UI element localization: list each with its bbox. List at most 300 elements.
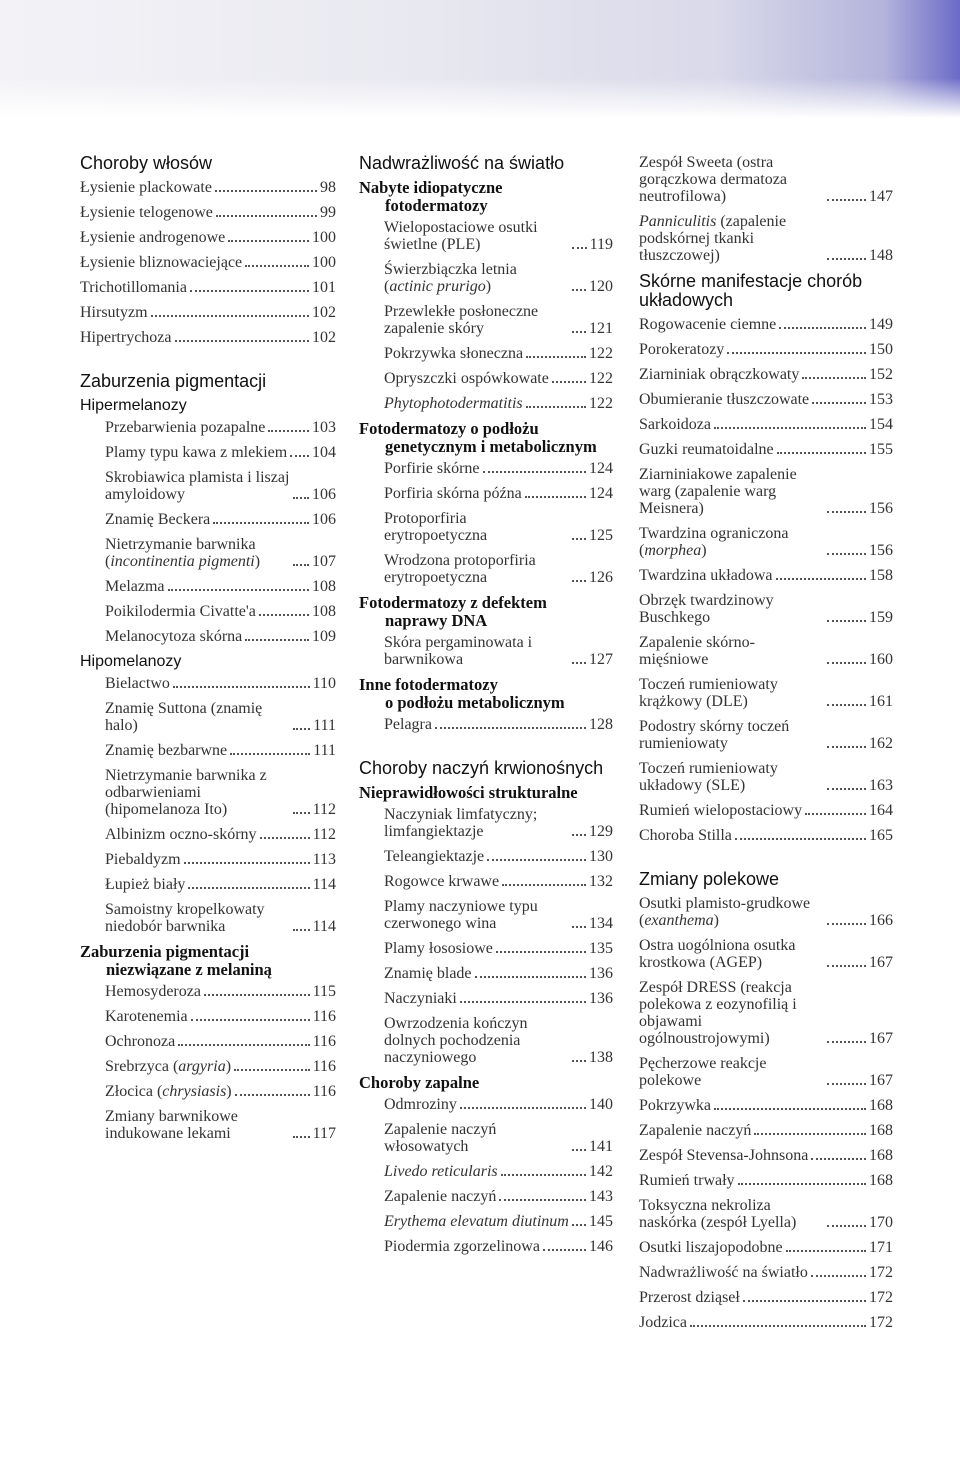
toc-column-2 bbox=[359, 154, 613, 1263]
toc-entry-page-number: 106 bbox=[312, 486, 336, 503]
toc-entry[interactable] bbox=[80, 876, 336, 893]
toc-entry-title: Łupież biały bbox=[105, 876, 186, 893]
toc-entry-title: Hirsutyzm bbox=[80, 304, 148, 321]
toc-entry[interactable] bbox=[639, 1264, 893, 1281]
dot-leader bbox=[293, 929, 310, 931]
dot-leader bbox=[168, 589, 309, 591]
toc-entry[interactable] bbox=[639, 1147, 893, 1164]
toc-entry-page-number: 122 bbox=[589, 370, 613, 387]
toc-entry-title: Łysienie androgenowe bbox=[80, 229, 226, 246]
subsection-heading bbox=[359, 594, 613, 630]
dot-leader bbox=[827, 1225, 866, 1227]
toc-entry[interactable] bbox=[639, 634, 893, 668]
toc-entry-page-number: 136 bbox=[589, 965, 613, 982]
dot-leader bbox=[184, 862, 310, 864]
toc-entry[interactable] bbox=[639, 718, 893, 752]
toc-entry[interactable] bbox=[80, 700, 336, 734]
toc-entry[interactable] bbox=[80, 444, 336, 461]
subsection-heading-continuation: naprawy DNA bbox=[385, 611, 488, 630]
dot-leader bbox=[827, 746, 866, 748]
toc-entry-page-number: 103 bbox=[312, 419, 336, 436]
toc-entry[interactable] bbox=[639, 466, 893, 517]
dot-leader bbox=[151, 315, 309, 317]
toc-entry-title: Zespół Stevensa-Johnsona bbox=[639, 1147, 809, 1164]
toc-entry-page-number: 147 bbox=[869, 188, 893, 205]
toc-entry[interactable] bbox=[359, 873, 613, 890]
toc-entry-title: Piodermia zgorzelinowa bbox=[384, 1238, 540, 1255]
toc-entry[interactable] bbox=[359, 898, 613, 932]
toc-entry[interactable] bbox=[359, 1213, 613, 1230]
toc-entry-title: Samoistny kropelkowaty niedobór barwnika bbox=[105, 901, 265, 935]
toc-entry-page-number: 152 bbox=[869, 366, 893, 383]
dot-leader bbox=[572, 926, 586, 928]
dot-leader bbox=[827, 923, 866, 925]
toc-entry-page-number: 156 bbox=[869, 542, 893, 559]
dot-leader bbox=[188, 887, 309, 889]
toc-entry-page-number: 116 bbox=[312, 1033, 336, 1050]
toc-entry[interactable] bbox=[639, 213, 893, 264]
dot-leader bbox=[572, 580, 586, 582]
toc-entry[interactable] bbox=[359, 1121, 613, 1155]
toc-entry[interactable] bbox=[359, 634, 613, 668]
section-heading: Choroby włosów bbox=[80, 153, 213, 173]
toc-entry-title: Melazma bbox=[105, 578, 165, 595]
toc-entry-page-number: 102 bbox=[312, 329, 336, 346]
toc-entry[interactable] bbox=[80, 279, 336, 296]
toc-entry[interactable] bbox=[80, 1008, 336, 1025]
toc-entry-title: Porokeratozy bbox=[639, 341, 725, 358]
toc-entry-page-number: 143 bbox=[589, 1188, 613, 1205]
subsection-heading-continuation: fotodermatozy bbox=[385, 196, 488, 215]
toc-entry-page-number: 124 bbox=[589, 485, 613, 502]
toc-entry[interactable] bbox=[80, 204, 336, 221]
dot-leader bbox=[786, 1250, 866, 1252]
toc-entry[interactable] bbox=[80, 851, 336, 868]
toc-entry[interactable] bbox=[639, 802, 893, 819]
toc-entry[interactable] bbox=[359, 219, 613, 253]
toc-entry[interactable] bbox=[80, 767, 336, 818]
toc-entry[interactable] bbox=[359, 716, 613, 733]
toc-entry[interactable] bbox=[639, 1289, 893, 1306]
subsection-heading-text: Hipomelanozy bbox=[80, 653, 182, 670]
dot-leader bbox=[743, 1300, 866, 1302]
dot-leader bbox=[572, 538, 586, 540]
toc-entry-page-number: 154 bbox=[869, 416, 893, 433]
toc-entry-title: Łysienie bliznowaciejące bbox=[80, 254, 243, 271]
toc-entry-title: Jodzica bbox=[639, 1314, 687, 1331]
toc-entry[interactable] bbox=[639, 525, 893, 559]
toc-column-1 bbox=[80, 154, 336, 1150]
toc-entry-page-number: 112 bbox=[312, 826, 336, 843]
toc-entry[interactable] bbox=[80, 254, 336, 271]
dot-leader bbox=[293, 812, 310, 814]
toc-entry[interactable] bbox=[639, 937, 893, 971]
toc-entry-page-number: 104 bbox=[312, 444, 336, 461]
dot-leader bbox=[191, 1019, 310, 1021]
toc-entry-page-number: 160 bbox=[869, 651, 893, 668]
toc-entry-title: Wrodzona protoporfiria erytropoetyczna bbox=[384, 552, 536, 586]
toc-entry[interactable] bbox=[80, 578, 336, 595]
toc-entry-page-number: 170 bbox=[869, 1214, 893, 1231]
toc-entry-page-number: 107 bbox=[312, 553, 336, 570]
dot-leader bbox=[213, 522, 309, 524]
section-heading: Choroby naczyń krwionośnych bbox=[359, 758, 604, 778]
toc-entry[interactable] bbox=[639, 676, 893, 710]
dot-leader bbox=[738, 1183, 866, 1185]
toc-entry[interactable] bbox=[639, 1055, 893, 1089]
toc-entry-page-number: 116 bbox=[312, 1008, 336, 1025]
toc-entry-page-number: 114 bbox=[312, 876, 336, 893]
dot-leader bbox=[526, 356, 586, 358]
toc-entry-title: Choroba Stilla bbox=[639, 827, 732, 844]
toc-entry-title: Nietrzymanie barwnika (incontinentia pigmenti) bbox=[105, 536, 261, 570]
toc-entry[interactable] bbox=[639, 592, 893, 626]
toc-entry-page-number: 121 bbox=[589, 320, 613, 337]
toc-entry-page-number: 120 bbox=[589, 278, 613, 295]
dot-leader bbox=[190, 290, 309, 292]
dot-leader bbox=[487, 859, 586, 861]
toc-entry[interactable] bbox=[639, 1197, 893, 1231]
toc-entry[interactable] bbox=[80, 469, 336, 503]
dot-leader bbox=[827, 553, 866, 555]
toc-entry-page-number: 162 bbox=[869, 735, 893, 752]
dot-leader bbox=[754, 1133, 866, 1135]
toc-entry-title: Złocica (chrysiasis) bbox=[105, 1083, 232, 1100]
toc-entry[interactable] bbox=[359, 552, 613, 586]
toc-entry[interactable] bbox=[639, 1172, 893, 1189]
subsection-heading bbox=[359, 676, 613, 712]
dot-leader bbox=[435, 727, 586, 729]
toc-entry[interactable] bbox=[639, 154, 893, 205]
toc-entry[interactable] bbox=[80, 511, 336, 528]
toc-entry-title: Twardzina układowa bbox=[639, 567, 773, 584]
subsection-heading bbox=[359, 784, 613, 802]
toc-column-3 bbox=[639, 154, 893, 1339]
toc-entry-title: Ochronoza bbox=[105, 1033, 176, 1050]
toc-entry-title: Trichotillomania bbox=[80, 279, 187, 296]
toc-entry-page-number: 111 bbox=[313, 742, 336, 759]
dot-leader bbox=[827, 788, 866, 790]
toc-entry-page-number: 165 bbox=[869, 827, 893, 844]
dot-leader bbox=[525, 496, 586, 498]
dot-leader bbox=[572, 247, 587, 249]
toc-entry-title: Przebarwienia pozapalne bbox=[105, 419, 266, 436]
dot-leader bbox=[827, 199, 866, 201]
toc-entry[interactable] bbox=[80, 1083, 336, 1100]
toc-entry-page-number: 100 bbox=[312, 229, 336, 246]
section-heading: Nadwrażliwość na światło bbox=[359, 153, 565, 173]
toc-entry[interactable] bbox=[80, 536, 336, 570]
dot-leader bbox=[776, 578, 867, 580]
dot-leader bbox=[293, 1136, 310, 1138]
toc-entry-page-number: 122 bbox=[589, 345, 613, 362]
scan-top-strip bbox=[0, 0, 960, 118]
toc-entry-title: Zapalenie naczyń bbox=[384, 1188, 497, 1205]
toc-entry-title: Świerzbiączka letnia (actinic prurigo) bbox=[384, 261, 517, 295]
subsection-heading bbox=[80, 943, 336, 979]
toc-entry-title: Pokrzywka słoneczna bbox=[384, 345, 524, 362]
toc-entry-title: Rumień wielopostaciowy bbox=[639, 802, 803, 819]
dot-leader bbox=[805, 813, 866, 815]
dot-leader bbox=[235, 1094, 310, 1096]
toc-entry-title: Melanocytoza skórna bbox=[105, 628, 243, 645]
toc-entry[interactable] bbox=[359, 1163, 613, 1180]
dot-leader bbox=[777, 452, 866, 454]
toc-entry[interactable] bbox=[359, 940, 613, 957]
toc-entry[interactable] bbox=[80, 1108, 336, 1142]
dot-leader bbox=[175, 340, 309, 342]
dot-leader bbox=[293, 564, 309, 566]
toc-entry-page-number: 150 bbox=[869, 341, 893, 358]
toc-entry-title: Łysienie plackowate bbox=[80, 179, 212, 196]
toc-entry-title: Osutki liszajopodobne bbox=[639, 1239, 783, 1256]
dot-leader bbox=[496, 951, 586, 953]
toc-entry-title: Guzki reumatoidalne bbox=[639, 441, 774, 458]
toc-entry[interactable] bbox=[80, 229, 336, 246]
toc-entry-page-number: 117 bbox=[312, 1125, 336, 1142]
toc-entry-page-number: 136 bbox=[589, 990, 613, 1007]
toc-entry-title: Zapalenie naczyń bbox=[639, 1122, 752, 1139]
toc-entry-title: Toczeń rumieniowaty krążkowy (DLE) bbox=[639, 676, 778, 710]
toc-entry[interactable] bbox=[359, 510, 613, 544]
toc-entry-title: Livedo reticularis bbox=[384, 1163, 498, 1180]
toc-entry[interactable] bbox=[639, 441, 893, 458]
toc-entry[interactable] bbox=[639, 760, 893, 794]
dot-leader bbox=[290, 455, 309, 457]
toc-entry-title: Bielactwo bbox=[105, 675, 170, 692]
toc-entry-title: Skrobiawica plamista i liszaj amyloidowy bbox=[105, 469, 290, 503]
toc-entry[interactable] bbox=[639, 895, 893, 929]
toc-entry-title: Erythema elevatum diutinum bbox=[384, 1213, 569, 1230]
dot-leader bbox=[543, 1249, 586, 1251]
toc-entry[interactable] bbox=[639, 827, 893, 844]
toc-entry-page-number: 122 bbox=[589, 395, 613, 412]
dot-leader bbox=[779, 327, 866, 329]
dot-leader bbox=[245, 639, 309, 641]
dot-leader bbox=[293, 497, 309, 499]
toc-entry[interactable] bbox=[80, 901, 336, 935]
toc-entry-title: Znamię bezbarwne bbox=[105, 742, 228, 759]
toc-entry[interactable] bbox=[359, 460, 613, 477]
toc-entry-title: Rogowacenie ciemne bbox=[639, 316, 777, 333]
toc-entry-page-number: 132 bbox=[589, 873, 613, 890]
toc-entry-page-number: 163 bbox=[869, 777, 893, 794]
toc-entry[interactable] bbox=[80, 1058, 336, 1075]
toc-entry-page-number: 140 bbox=[589, 1096, 613, 1113]
toc-entry-title: Ziarniniak obrączkowaty bbox=[639, 366, 800, 383]
dot-leader bbox=[572, 662, 586, 664]
dot-leader bbox=[475, 976, 586, 978]
toc-entry-page-number: 155 bbox=[869, 441, 893, 458]
toc-entry-title: Porfirie skórne bbox=[384, 460, 480, 477]
dot-leader bbox=[173, 686, 310, 688]
toc-entry-page-number: 115 bbox=[312, 983, 336, 1000]
dot-leader bbox=[259, 614, 309, 616]
toc-entry-page-number: 130 bbox=[589, 848, 613, 865]
toc-entry-title: Plamy typu kawa z mlekiem bbox=[105, 444, 288, 461]
dot-leader bbox=[827, 965, 866, 967]
dot-leader bbox=[572, 1060, 586, 1062]
toc-entry-title: Toksyczna nekroliza naskórka (zespół Lyella) bbox=[639, 1197, 797, 1231]
dot-leader bbox=[572, 289, 586, 291]
toc-entry[interactable] bbox=[639, 366, 893, 383]
toc-entry-title: Albinizm oczno-skórny bbox=[105, 826, 257, 843]
toc-entry-page-number: 138 bbox=[589, 1049, 613, 1066]
subsection-heading-text: Zaburzenia pigmentacji bbox=[80, 942, 250, 961]
toc-entry[interactable] bbox=[359, 303, 613, 337]
toc-entry-page-number: 110 bbox=[312, 675, 336, 692]
toc-entry[interactable] bbox=[359, 1238, 613, 1255]
dot-leader bbox=[460, 1107, 586, 1109]
toc-entry[interactable] bbox=[80, 179, 336, 196]
toc-entry-title: Panniculitis (zapalenie podskórnej tkanki tłuszczowej) bbox=[639, 213, 787, 264]
toc-entry-title: Zespół DRESS (reakcja polekowa z eozynofilią i objawami ogólnoustrojowymi) bbox=[639, 979, 797, 1047]
toc-entry[interactable] bbox=[639, 1122, 893, 1139]
dot-leader bbox=[526, 406, 586, 408]
toc-entry-page-number: 168 bbox=[869, 1172, 893, 1189]
toc-entry[interactable] bbox=[359, 261, 613, 295]
subsection-heading-text: Fotodermatozy z defektem bbox=[359, 593, 547, 612]
toc-entry-title: Plamy łososiowe bbox=[384, 940, 493, 957]
toc-entry[interactable] bbox=[80, 1033, 336, 1050]
toc-entry[interactable] bbox=[80, 742, 336, 759]
toc-entry[interactable] bbox=[359, 485, 613, 502]
dot-leader bbox=[827, 258, 866, 260]
subsection-heading bbox=[80, 397, 336, 415]
toc-entry[interactable] bbox=[359, 370, 613, 387]
toc-entry-page-number: 172 bbox=[869, 1289, 893, 1306]
toc-entry-page-number: 134 bbox=[589, 915, 613, 932]
toc-entry[interactable] bbox=[80, 628, 336, 645]
toc-entry-page-number: 126 bbox=[589, 569, 613, 586]
toc-entry-title: Łysienie telogenowe bbox=[80, 204, 213, 221]
dot-leader bbox=[215, 190, 317, 192]
subsection-heading-text: Choroby zapalne bbox=[359, 1073, 480, 1092]
toc-entry[interactable] bbox=[639, 416, 893, 433]
toc-entry-page-number: 113 bbox=[312, 851, 336, 868]
toc-entry-page-number: 109 bbox=[312, 628, 336, 645]
toc-entry-page-number: 129 bbox=[589, 823, 613, 840]
toc-entry[interactable] bbox=[359, 1096, 613, 1113]
dot-leader bbox=[572, 1149, 586, 1151]
dot-leader bbox=[483, 471, 586, 473]
toc-entry-title: Porfiria skórna późna bbox=[384, 485, 522, 502]
subsection-heading-continuation: genetycznym i metabolicznym bbox=[385, 437, 597, 456]
toc-entry[interactable] bbox=[639, 316, 893, 333]
toc-entry[interactable] bbox=[639, 391, 893, 408]
toc-entry-title: Twardzina ograniczona (morphea) bbox=[639, 525, 789, 559]
toc-entry[interactable] bbox=[80, 329, 336, 346]
toc-entry[interactable] bbox=[639, 341, 893, 358]
toc-entry-page-number: 159 bbox=[869, 609, 893, 626]
toc-entry[interactable] bbox=[639, 1239, 893, 1256]
toc-entry-title: Zmiany barwnikowe indukowane lekami bbox=[105, 1108, 238, 1142]
toc-entry-page-number: 146 bbox=[589, 1238, 613, 1255]
toc-entry-title: Ostra uogólniona osutka krostkowa (AGEP) bbox=[639, 937, 796, 971]
toc-entry[interactable] bbox=[639, 567, 893, 584]
toc-entry-page-number: 124 bbox=[589, 460, 613, 477]
toc-entry[interactable] bbox=[359, 395, 613, 412]
dot-leader bbox=[230, 753, 310, 755]
toc-entry-title: Skóra pergaminowata i barwnikowa bbox=[384, 634, 533, 668]
toc-entry-title: Ziarniniakowe zapalenie warg (zapalenie warg Meisnera) bbox=[639, 466, 797, 517]
toc-entry[interactable] bbox=[359, 1015, 613, 1066]
dot-leader bbox=[499, 1199, 586, 1201]
toc-entry-page-number: 116 bbox=[312, 1083, 336, 1100]
toc-entry-page-number: 168 bbox=[869, 1122, 893, 1139]
toc-entry-page-number: 98 bbox=[320, 179, 336, 196]
toc-entry-title: Protoporfiria erytropoetyczna bbox=[384, 510, 488, 544]
dot-leader bbox=[228, 240, 309, 242]
toc-entry[interactable] bbox=[359, 965, 613, 982]
toc-entry-title: Przerost dziąseł bbox=[639, 1289, 740, 1306]
toc-entry-title: Pokrzywka bbox=[639, 1097, 711, 1114]
toc-entry-title: Piebaldyzm bbox=[105, 851, 181, 868]
toc-entry-page-number: 145 bbox=[589, 1213, 613, 1230]
toc-entry-title: Zespół Sweeta (ostra gorączkowa dermatoza neutrofilowa) bbox=[639, 154, 787, 205]
dot-leader bbox=[216, 215, 317, 217]
toc-entry[interactable] bbox=[639, 1314, 893, 1331]
section-heading: Zmiany polekowe bbox=[639, 869, 780, 889]
toc-entry-title: Pelagra bbox=[384, 716, 432, 733]
toc-entry-page-number: 99 bbox=[320, 204, 336, 221]
subsection-heading-text: Nabyte idiopatyczne bbox=[359, 178, 503, 197]
subsection-heading-continuation: o podłożu metabolicznym bbox=[385, 693, 565, 712]
toc-entry-page-number: 168 bbox=[869, 1147, 893, 1164]
toc-entry[interactable] bbox=[80, 419, 336, 436]
toc-entry-title: Osutki plamisto-grudkowe (exanthema) bbox=[639, 895, 811, 929]
toc-entry[interactable] bbox=[80, 826, 336, 843]
toc-entry-page-number: 102 bbox=[312, 304, 336, 321]
dot-leader bbox=[714, 1108, 866, 1110]
toc-entry[interactable] bbox=[639, 979, 893, 1047]
toc-entry[interactable] bbox=[359, 848, 613, 865]
toc-entry[interactable] bbox=[359, 806, 613, 840]
toc-entry[interactable] bbox=[80, 603, 336, 620]
toc-entry[interactable] bbox=[80, 675, 336, 692]
dot-leader bbox=[827, 662, 866, 664]
subsection-heading bbox=[359, 179, 613, 215]
toc-entry-page-number: 161 bbox=[869, 693, 893, 710]
dot-leader bbox=[827, 511, 866, 513]
toc-entry-page-number: 168 bbox=[869, 1097, 893, 1114]
toc-entry[interactable] bbox=[80, 304, 336, 321]
toc-entry-title: Wielopostaciowe osutki świetlne (PLE) bbox=[384, 219, 538, 253]
toc-entry[interactable] bbox=[80, 983, 336, 1000]
subsection-heading-text: Nieprawidłowości strukturalne bbox=[359, 783, 578, 802]
toc-entry[interactable] bbox=[359, 345, 613, 362]
toc-entry[interactable] bbox=[639, 1097, 893, 1114]
toc-entry[interactable] bbox=[359, 990, 613, 1007]
toc-entry[interactable] bbox=[359, 1188, 613, 1205]
dot-leader bbox=[204, 994, 310, 996]
toc-entry-page-number: 153 bbox=[869, 391, 893, 408]
dot-leader bbox=[552, 381, 586, 383]
toc-entry-page-number: 164 bbox=[869, 802, 893, 819]
subsection-heading-text: Inne fotodermatozy bbox=[359, 675, 498, 694]
toc-entry-page-number: 101 bbox=[312, 279, 336, 296]
toc-entry-title: Plamy naczyniowe typu czerwonego wina bbox=[384, 898, 538, 932]
dot-leader bbox=[293, 728, 310, 730]
section-heading: Zaburzenia pigmentacji bbox=[80, 371, 267, 391]
toc-entry-page-number: 116 bbox=[312, 1058, 336, 1075]
toc-entry-title: Hipertrychoza bbox=[80, 329, 172, 346]
toc-entry-page-number: 142 bbox=[589, 1163, 613, 1180]
toc-entry-page-number: 141 bbox=[589, 1138, 613, 1155]
toc-entry-title: Znamię blade bbox=[384, 965, 472, 982]
toc-entry-title: Phytophotodermatitis bbox=[384, 395, 523, 412]
toc-entry-title: Karotenemia bbox=[105, 1008, 188, 1025]
